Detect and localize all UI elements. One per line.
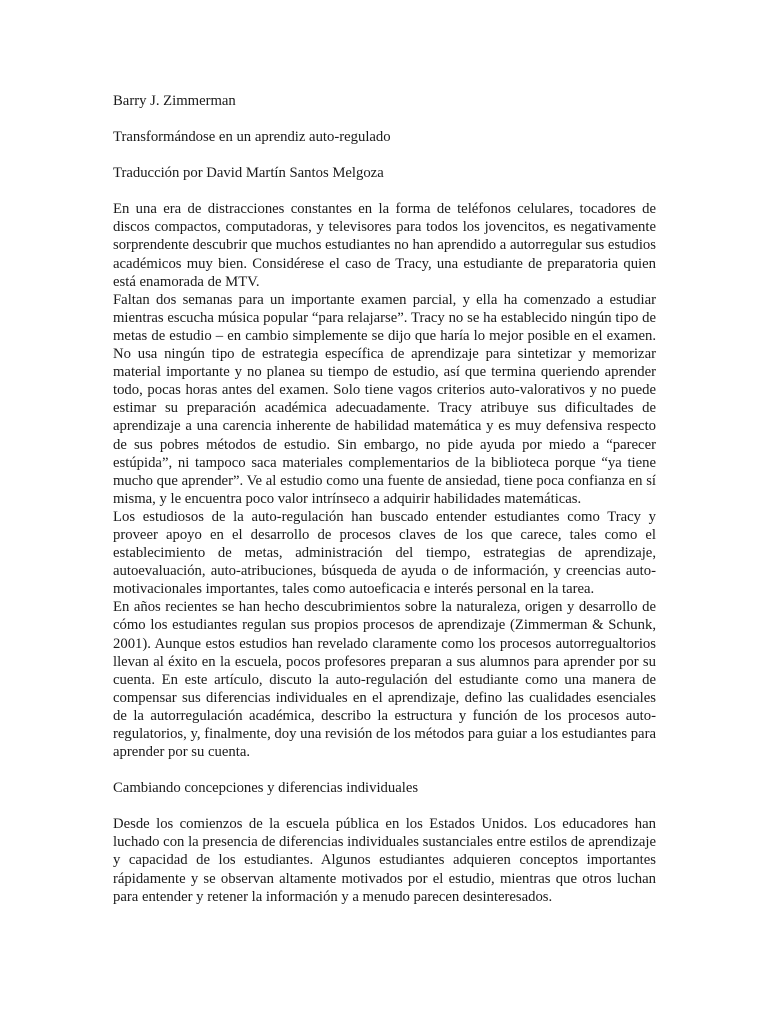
translator-credit: Traducción por David Martín Santos Melgoza: [113, 165, 384, 182]
intro-section: [113, 200, 656, 761]
section-body: [113, 815, 656, 905]
document-title: Transformándose en un aprendiz auto-regulado: [113, 129, 391, 146]
paragraph: En una era de distracciones constantes en la forma de teléfonos celulares, tocadores de discos compactos, computadoras, y televisores para todos los jovencitos, es negativamente sorprendente descubrir que muchos estudiantes no han aprendido a autorregular sus estudios académicos muy bien. Considérese el caso de Tracy, una estudiante de preparatoria quien está enamorada de MTV.: [113, 201, 656, 290]
author-name: Barry J. Zimmerman: [113, 93, 236, 109]
paragraph: En años recientes se han hecho descubrimientos sobre la naturaleza, origen y desarrollo de cómo los estudiantes regulan sus propios procesos de aprendizaje (Zimmerman & Schunk, 2001). Aunque estos estudios han revelado claramente como los procesos autorregualtorios llevan al éxito en la escuela, pocos profesores preparan a sus alumnos para aprender por su cuenta. En este artículo, discuto la auto-regulación del estudiante como una manera de compensar sus diferencias individuales en el aprendizaje, defino las cualidades esenciales de la autorregulación académica, describo la estructura y función de los procesos auto-regulatorios, y, finalmente, doy una revisión de los métodos para guiar a los estudiantes para aprender por su cuenta.: [113, 599, 656, 761]
section-heading: Cambiando concepciones y diferencias individuales: [113, 780, 419, 797]
paragraph: Faltan dos semanas para un importante examen parcial, y ella ha comenzado a estudiar mientras escucha música popular “para relajarse”. Tracy no se ha establecido ningún tipo de metas de estudio – en cambio simplemente se dijo que haría lo mejor posible en el examen. No usa ningún tipo de estrategia específica de aprendizaje para sintetizar y memorizar material importante y no planea su tiempo de estudio, así que termina queriendo aprender todo, pocas horas antes del examen. Solo tiene vagos criterios auto-valorativos y no puede estimar su preparación académica adecuadamente. Tracy atribuye sus dificultades de aprendizaje a una carencia inherente de habilidad matemática y es muy defensiva respecto de sus pobres métodos de estudio. Sin embargo, no pide ayuda por miedo a “parecer estúpida”, ni tampoco saca materiales complementarios de la biblioteca porque “ya tiene mucho que aprender”. Ve al estudio como una fuente de ansiedad, tiene poca confianza en sí misma, y le encuentra poco valor intrínseco a adquirir habilidades matemáticas.: [113, 291, 656, 507]
document-page: [113, 92, 656, 906]
paragraph: Los estudiosos de la auto-regulación han buscado entender estudiantes como Tracy y proveer apoyo en el desarrollo de procesos claves de los que carece, tales como el establecimiento de metas, administración del tiempo, estrategias de aprendizaje, autoevaluación, auto-atribuciones, búsqueda de ayuda o de información, y creencias auto-motivacionales importantes, tales como autoeficacia e interés personal en la tarea.: [113, 508, 656, 598]
paragraph: Desde los comienzos de la escuela pública en los Estados Unidos. Los educadores han luchado con la presencia de diferencias individuales sustanciales entre estilos de aprendizaje y capacidad de los estudiantes. Algunos estudiantes adquieren conceptos importantes rápidamente y se observan altamente motivados por el estudio, mientras que otros luchan para entender y retener la información y a menudo parecen desinteresados.: [113, 816, 656, 905]
